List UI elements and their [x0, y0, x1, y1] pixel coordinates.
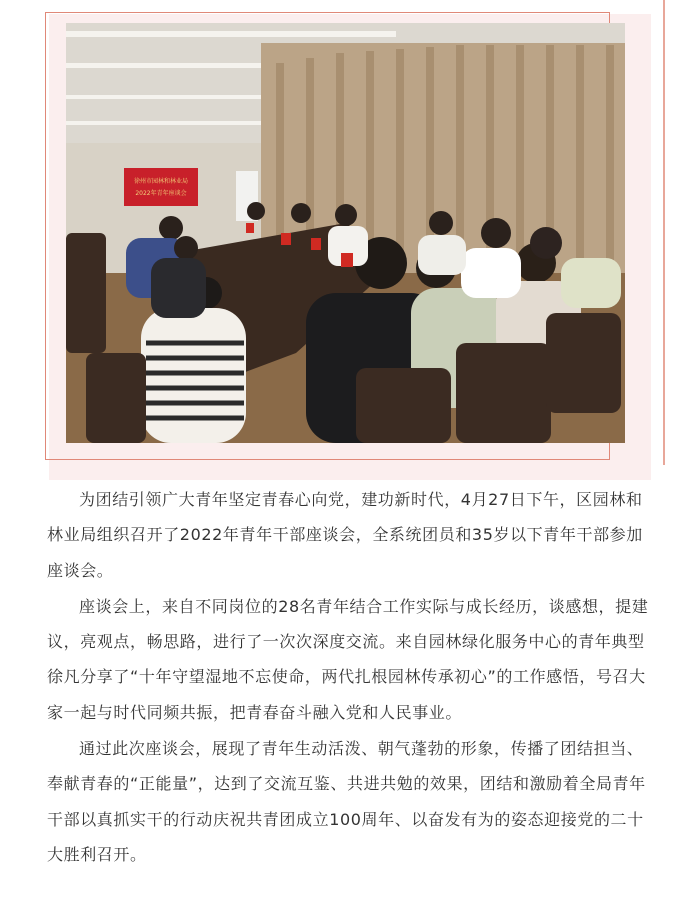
banner-text-line1: 徐州市园林和林业局 — [133, 178, 189, 185]
article-paragraph-1: 为团结引领广大青年坚定青春心向党，建功新时代，4月27日下午，区园林和林业局组织召开了2022年青年干部座谈会，全系统团员和35岁以下青年干部参加座谈会。 — [47, 490, 643, 580]
meeting-photo — [66, 23, 625, 443]
article-paragraph-3: 通过此次座谈会，展现了青年生动活泼、朝气蓬勃的形象，传播了团结担当、奉献青春的“正能量”，达到了交流互鉴、共进共勉的效果，团结和激励着全局青年干部以真抓实干的行动庆祝共青团成立100周年、以奋发有为的姿态迎接党的二十大胜利召开。 — [47, 739, 646, 864]
banner-text-line2: 2022年青年座谈会 — [135, 190, 187, 197]
banner-screen — [124, 168, 198, 206]
frame-decoration-line — [663, 0, 665, 465]
article-paragraph-2: 座谈会上，来自不同岗位的28名青年结合工作实际与成长经历，谈感想，提建议，亮观点，畅思路，进行了一次次深度交流。来自园林绿化服务中心的青年典型徐凡分享了“十年守望湿地不忘使命，两代扎根园林传承初心”的工作感悟，号召大家一起与时代同频共振，把青春奋斗融入党和人民事业。 — [47, 596, 649, 722]
article-body — [47, 482, 652, 872]
